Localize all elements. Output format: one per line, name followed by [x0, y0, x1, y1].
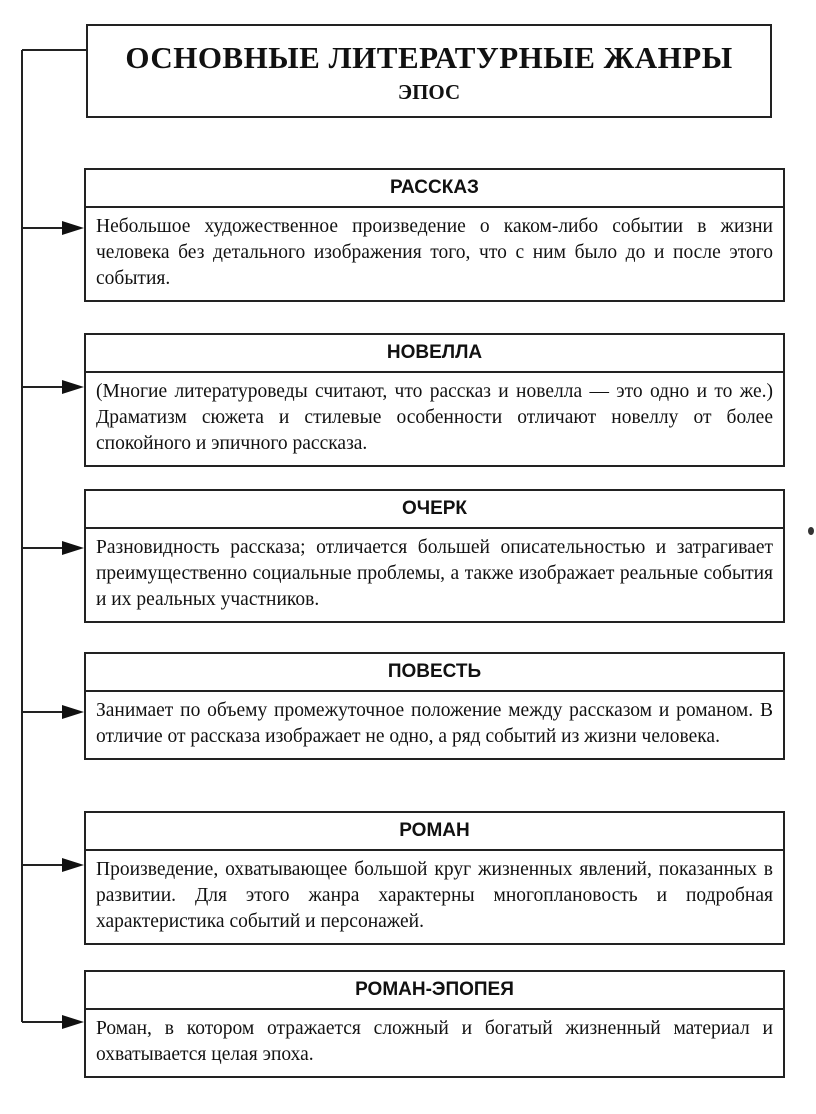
genre-box-povest	[84, 652, 785, 760]
arrow-novella	[22, 380, 84, 394]
arrow-povest	[22, 705, 84, 719]
genre-title: ПОВЕСТЬ	[86, 654, 783, 692]
genre-title: РОМАН	[86, 813, 783, 851]
genre-description: Разновидность рассказа; отличается большей описательностью и затрагивает преимущественно социальные проблемы, а также изображает реальные события и их реальных участников.	[96, 537, 773, 610]
genre-description: (Многие литературоведы считают, что рассказ и новелла — это одно и то же.) Драматизм сюжета и стилевые особенности отличают новеллу от более спокойного и эпичного рассказа.	[96, 381, 773, 454]
genre-description: Роман, в котором отражается сложный и богатый жизненный материал и охватывается целая эпоха.	[96, 1018, 773, 1065]
genre-box-roman	[84, 811, 785, 945]
genre-title: НОВЕЛЛА	[86, 335, 783, 373]
arrow-roman	[22, 858, 84, 872]
title-box	[86, 24, 772, 118]
arrow-roman-epopeya	[22, 1015, 84, 1029]
arrows	[22, 221, 84, 1029]
genre-description: Занимает по объему промежуточное положение между рассказом и романом. В отличие от рассказа изображает не одно, а ряд событий из жизни человека.	[96, 700, 773, 747]
arrow-rasskaz	[22, 221, 84, 235]
genre-box-novella	[84, 333, 785, 467]
genre-description: Небольшое художественное произведение о каком-либо событии в жизни человека без детального изображения того, что с ним было до и после этого события.	[96, 216, 773, 289]
genre-box-ocherk	[84, 489, 785, 623]
stray-dot	[808, 527, 814, 535]
genre-description: Произведение, охватывающее большой круг жизненных явлений, показанных в развитии. Для этого жанра характерны многоплановость и подробная характеристика событий и персонажей.	[96, 859, 773, 932]
arrow-ocherk	[22, 541, 84, 555]
genre-title: РОМАН-ЭПОПЕЯ	[86, 972, 783, 1010]
genre-box-roman-epopeya	[84, 970, 785, 1078]
page-subtitle: ЭПОС	[397, 80, 461, 104]
genre-title: ОЧЕРК	[86, 491, 783, 529]
page-title: ОСНОВНЫЕ ЛИТЕРАТУРНЫЕ ЖАНРЫ	[125, 40, 733, 75]
genre-title: РАССКАЗ	[86, 170, 783, 208]
genre-box-rasskaz	[84, 168, 785, 302]
